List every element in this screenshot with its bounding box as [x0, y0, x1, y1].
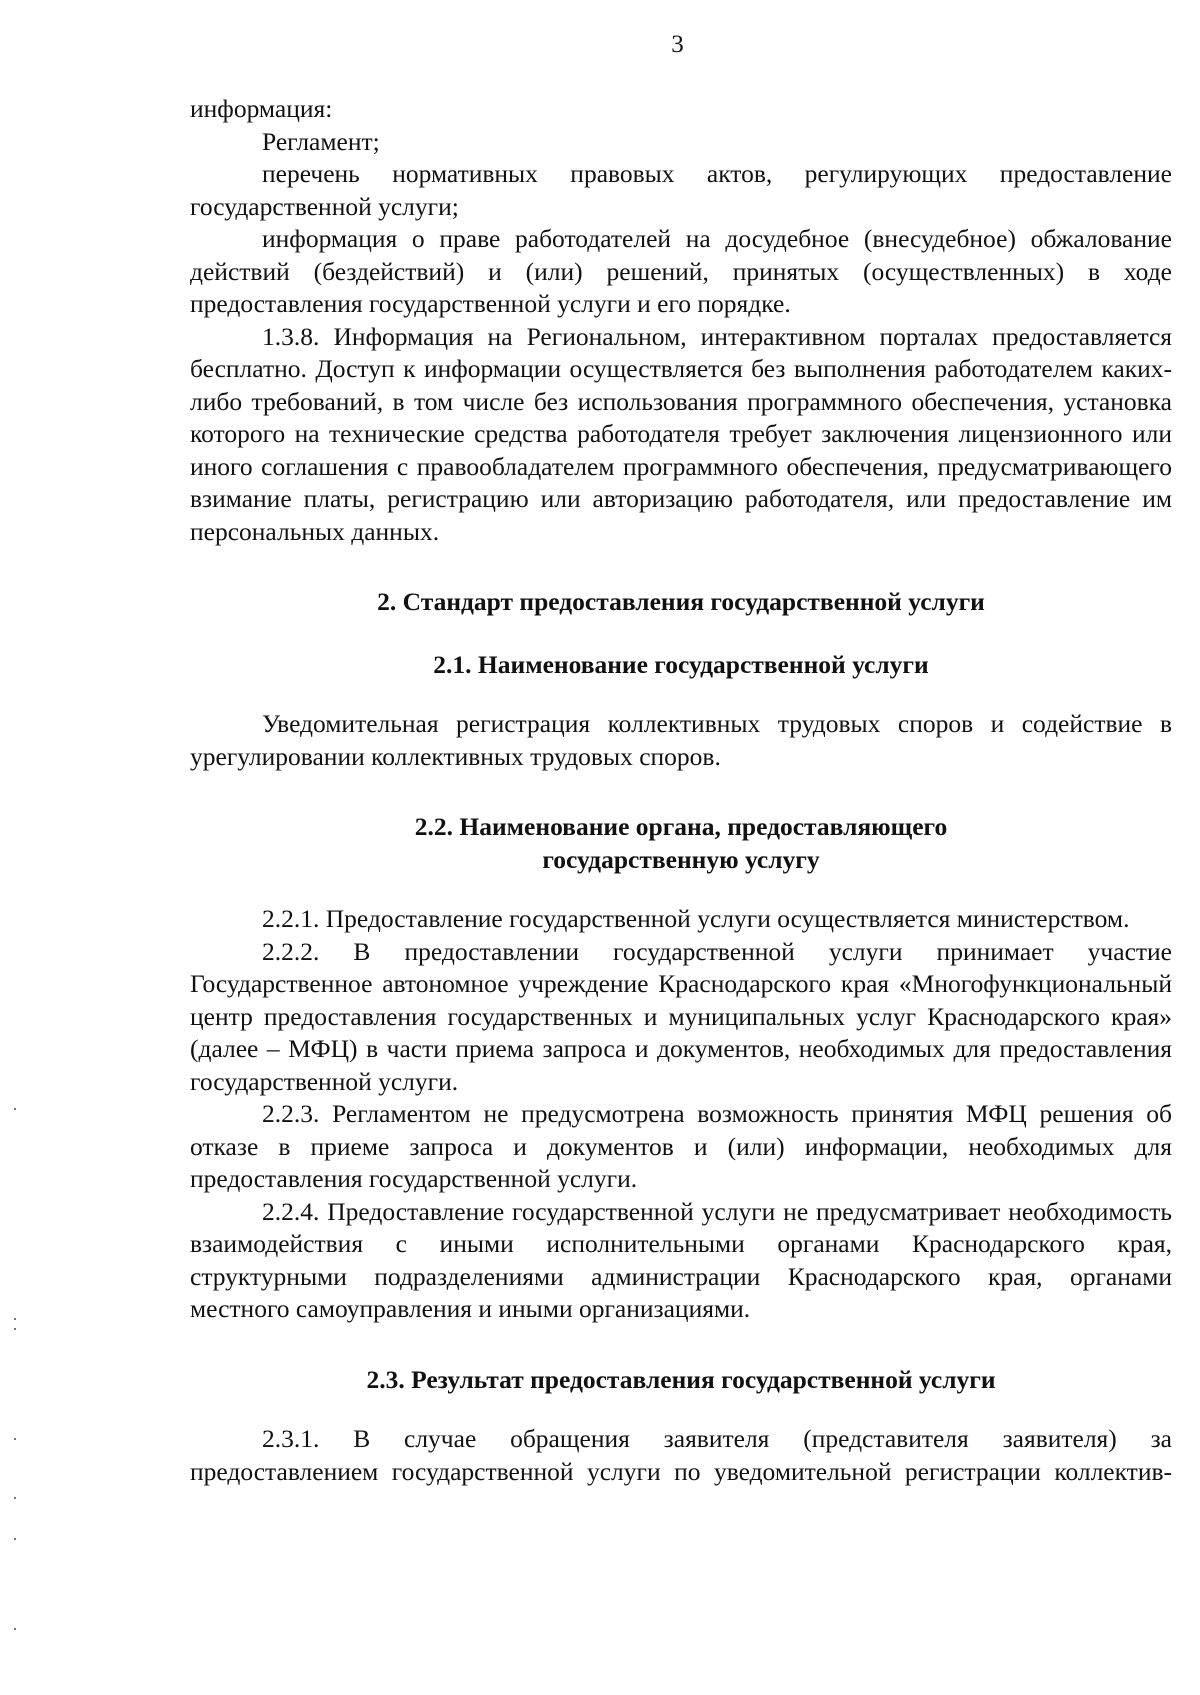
scan-mark: [14, 1108, 16, 1110]
scan-mark: [14, 1538, 16, 1540]
paragraph-service-name: Уведомительная регистрация коллективных трудовых споров и содействие в урегулировании коллективных трудовых споров.: [190, 709, 1172, 771]
scan-mark: [14, 1628, 16, 1630]
subsection-heading-2-1: 2.1. Наименование государственной услуги: [433, 649, 929, 679]
list-item-legal-acts: перечень нормативных правовых актов, регулирующих предоставление государственной услуги;: [190, 159, 1172, 221]
scan-mark: [14, 1438, 16, 1440]
paragraph-information-intro: информация:: [190, 94, 333, 123]
paragraph-2-3-1: 2.3.1. В случае обращения заявителя (представителя заявителя) за предоставлением государственной услуги по уведомительной регистрации коллектив-: [190, 1424, 1172, 1486]
section-heading-2: 2. Стандарт предоставления государственной услуги: [377, 587, 985, 616]
subsection-heading-2-2-line1: 2.2. Наименование органа, предоставляющего: [414, 812, 948, 841]
paragraph-2-2-3: 2.2.3. Регламентом не предусмотрена возможность принятия МФЦ решения об отказе в приеме запроса и документов и (или) информации, необходимых для предоставления государственной услуги.: [190, 1099, 1172, 1193]
paragraph-1-3-8: 1.3.8. Информация на Региональном, интерактивном порталах предоставляется бесплатно. Доступ к информации осуществляется без выполнения работодателем каких-либо требований, в том числе без использования программного обеспечения, установка которого на технические средства работодателя требует заключения лицензионного или иного соглашения с правообладателем программного обеспечения, предусматривающего взимание платы, регистрацию или авторизацию работодателя, или предоставление им персональных данных.: [190, 321, 1172, 546]
scan-margin-marks: [0, 0, 40, 1695]
page-number: 3: [671, 31, 684, 58]
scan-mark: [14, 1497, 16, 1499]
list-item-appeal-rights: информация о праве работодателей на досудебное (внесудебное) обжалование действий (бездействий) и (или) решений, принятых (осуществленных) в ходе предоставления государственной услуги и его порядке.: [190, 224, 1172, 318]
spacer: [190, 681, 1172, 708]
spacer: [190, 619, 1172, 649]
document-body: [190, 93, 1172, 1488]
list-item-reglament: Регламент;: [262, 126, 380, 156]
subsection-heading-2-2-line2: государственную услугу: [542, 844, 820, 874]
scan-mark: [14, 1318, 16, 1320]
paragraph-2-2-4: 2.2.4. Предоставление государственной услуги не предусматривает необходимость взаимодействия с иными исполнительными органами Краснодарского края, структурными подразделениями администрации Краснодарского края, органами местного самоуправления и иными организациями.: [190, 1196, 1172, 1323]
paragraph-2-2-1: 2.2.1. Предоставление государственной услуги осуществляется министерством.: [262, 904, 1130, 933]
spacer: [190, 548, 1172, 586]
scan-mark: [14, 1328, 16, 1330]
spacer: [190, 773, 1172, 811]
paragraph-2-2-2: 2.2.2. В предоставлении государственной услуги принимает участие Государственное автономное учреждение Краснодарского края «Многофункциональный центр предоставления государственных и муниципальных услуг Краснодарского края» (далее – МФЦ) в части приема запроса и документов, необходимых для предоставления государственной услуги.: [190, 936, 1172, 1096]
spacer: [190, 876, 1172, 903]
spacer: [190, 1396, 1172, 1423]
subsection-heading-2-3: 2.3. Результат предоставления государственной услуги: [366, 1364, 996, 1394]
spacer: [190, 1326, 1172, 1364]
